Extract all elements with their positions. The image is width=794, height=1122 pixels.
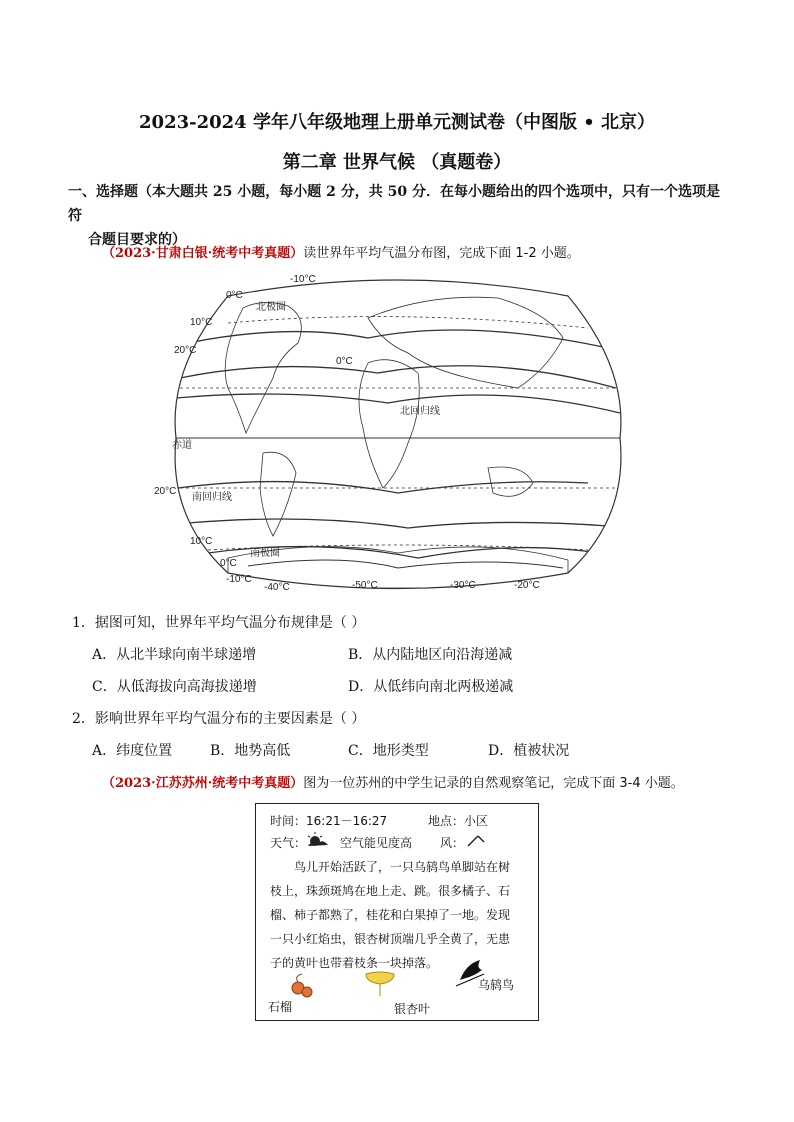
group1-source: （2023·甘肃白银·统考中考真题）	[102, 246, 304, 261]
q2-stem: 2．影响世界年平均气温分布的主要因素是（ ）	[72, 711, 366, 727]
note-place: 地点：小区	[428, 814, 489, 828]
label-m50: -50°C	[352, 580, 378, 591]
group1-prompt	[102, 242, 580, 261]
q1-option-d[interactable]: D．从低纬向南北两极递减	[348, 679, 514, 695]
q2-option-d[interactable]: D．植被状况	[488, 743, 570, 759]
world-temperature-map	[154, 268, 628, 600]
label-m10-top: -10°C	[290, 274, 316, 285]
note-line-2: 枝上，珠颈斑鸠在地上走、跳。很多橘子、石	[270, 884, 511, 898]
pomegranate-icon	[288, 972, 316, 1000]
q1-option-c[interactable]: C．从低海拔向高海拔递增	[92, 679, 257, 695]
label-0-top: 0°C	[226, 290, 243, 301]
q2-option-c[interactable]: C．地形类型	[348, 743, 429, 759]
ginkgo-leaf-icon	[360, 970, 400, 998]
label-m20: -20°C	[514, 580, 540, 591]
page-title: 2023-2024 学年八年级地理上册单元测试卷（中图版 • 北京）	[139, 112, 655, 133]
label-20-left: 20°C	[174, 345, 197, 356]
section-heading-line2: 合题目要求的）	[88, 232, 186, 248]
chapter-title: 第二章 世界气候 （真题卷）	[282, 152, 512, 173]
note-line-3: 榴、柿子都熟了，桂花和白果掉了一地。发现	[270, 908, 511, 922]
note-line-4: 一只小红焰虫，银杏树顶端几乎全黄了，无患	[270, 932, 511, 946]
note-line-5: 子的黄叶也带着枝条一块掉落。	[270, 956, 439, 970]
label-10-south: 10°C	[190, 536, 213, 547]
label-20-south: 20°C	[154, 486, 177, 497]
q1-stem: 1．据图可知，世界年平均气温分布规律是（ ）	[72, 615, 366, 631]
label-tropic-cancer: 北回归线	[400, 406, 440, 417]
note-wind-label: 风：	[440, 836, 465, 850]
group2-source: （2023·江苏苏州·统考中考真题）	[102, 776, 304, 791]
q2-option-a[interactable]: A．纬度位置	[92, 743, 173, 759]
label-arctic-circle: 北极圈	[256, 302, 286, 313]
q1-option-a[interactable]: A．从北半球向南半球递增	[92, 647, 257, 663]
note-visibility: 空气能见度高	[340, 836, 413, 850]
observation-note	[255, 803, 539, 1021]
label-antarctic-circle: 南极圈	[250, 548, 280, 559]
q2-option-b[interactable]: B．地势高低	[210, 743, 291, 759]
label-tropic-capricorn: 南回归线	[192, 492, 232, 503]
label-m10-south: -10°C	[226, 574, 252, 585]
sunny-cloudy-icon	[306, 830, 330, 848]
label-0-south: 0°C	[220, 558, 237, 569]
label-equator: 赤道	[172, 440, 192, 451]
label-10-left: 10°C	[190, 317, 213, 328]
group1-intro: 读世界年平均气温分布图，完成下面 1-2 小题。	[303, 246, 580, 261]
group2-intro: 图为一位苏州的中学生记录的自然观察笔记，完成下面 3-4 小题。	[303, 776, 684, 791]
group2-prompt	[102, 772, 684, 791]
label-m30: -30°C	[450, 580, 476, 591]
label-0-inner: 0°C	[336, 356, 353, 367]
note-ginkgo-label: 银杏叶	[394, 1002, 431, 1016]
note-pomegranate-label: 石榴	[268, 1000, 293, 1014]
label-m40: -40°C	[264, 582, 290, 593]
map-frame	[175, 280, 621, 589]
wind-symbol-icon	[466, 832, 486, 848]
q1-option-b[interactable]: B．从内陆地区向沿海递减	[348, 647, 513, 663]
section-heading-line1: 一、选择题（本大题共 25 小题，每小题 2 分，共 50 分．在每小题给出的四个选项中，只有一个选项是符	[68, 184, 720, 224]
note-time: 时间：16:21－16:27	[270, 814, 388, 828]
note-weather-label: 天气：	[270, 836, 307, 850]
note-line-1: 鸟儿开始活跃了，一只乌鸫鸟单脚站在树	[294, 860, 511, 874]
note-blackbird-label: 乌鸫鸟	[478, 978, 515, 992]
